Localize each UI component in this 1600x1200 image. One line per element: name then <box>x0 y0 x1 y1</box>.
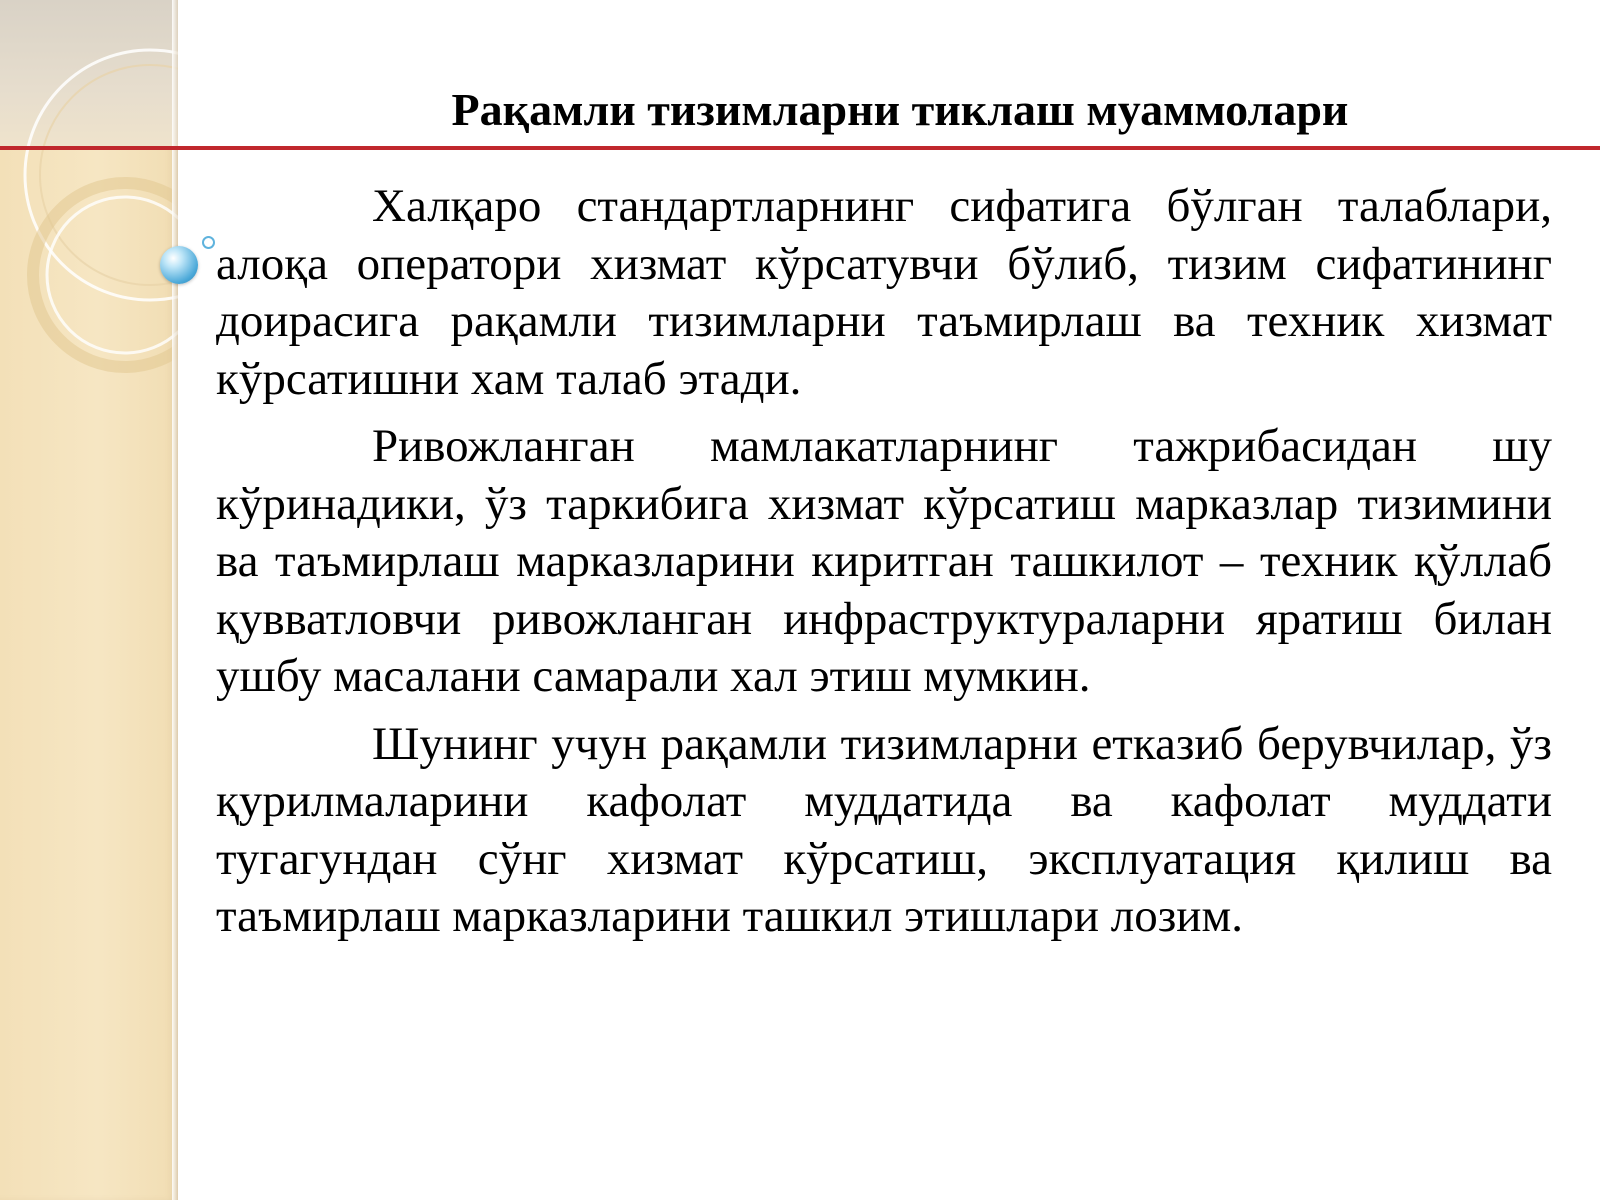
side-panel-edge <box>172 0 178 1200</box>
slide-title: Рақамли тизимларни тиклаш муаммолари <box>451 84 1349 135</box>
title-divider-line <box>0 146 1600 150</box>
decorative-rings <box>0 0 178 420</box>
paragraph-2: Ривожланган мамлакатларнинг тажрибасидан шу кўринадики, ўз таркибига хизмат кўрсатиш марказлар тизимини ва таъмирлаш марказларини киритган ташкилот – техник қўллаб қувватловчи ривожланган инфраструктураларни яратиш билан ушбу масалани самарали хал этиш мумкин. <box>216 420 1552 702</box>
paragraph-3: Шунинг учун рақамли тизимларни етказиб берувчилар, ўз қурилмаларини кафолат муддатида ва кафолат муддати тугагундан сўнг хизмат кўрсатиш, эксплуатация қилиш ва таъмирлаш марказларини ташкил этишлари лозим. <box>216 717 1552 942</box>
bullet-dot-icon <box>202 236 215 249</box>
slide-body <box>216 178 1552 956</box>
paragraph-1: Халқаро стандартларнинг сифатига бўлган талаблари, алоқа оператори хизмат кўрсатувчи бўлиб, тизим сифатининг доирасига рақамли тизимларни таъмирлаш ва техник хизмат кўрсатишни хам талаб этади. <box>216 180 1552 405</box>
bullet-orb-icon <box>160 246 198 284</box>
